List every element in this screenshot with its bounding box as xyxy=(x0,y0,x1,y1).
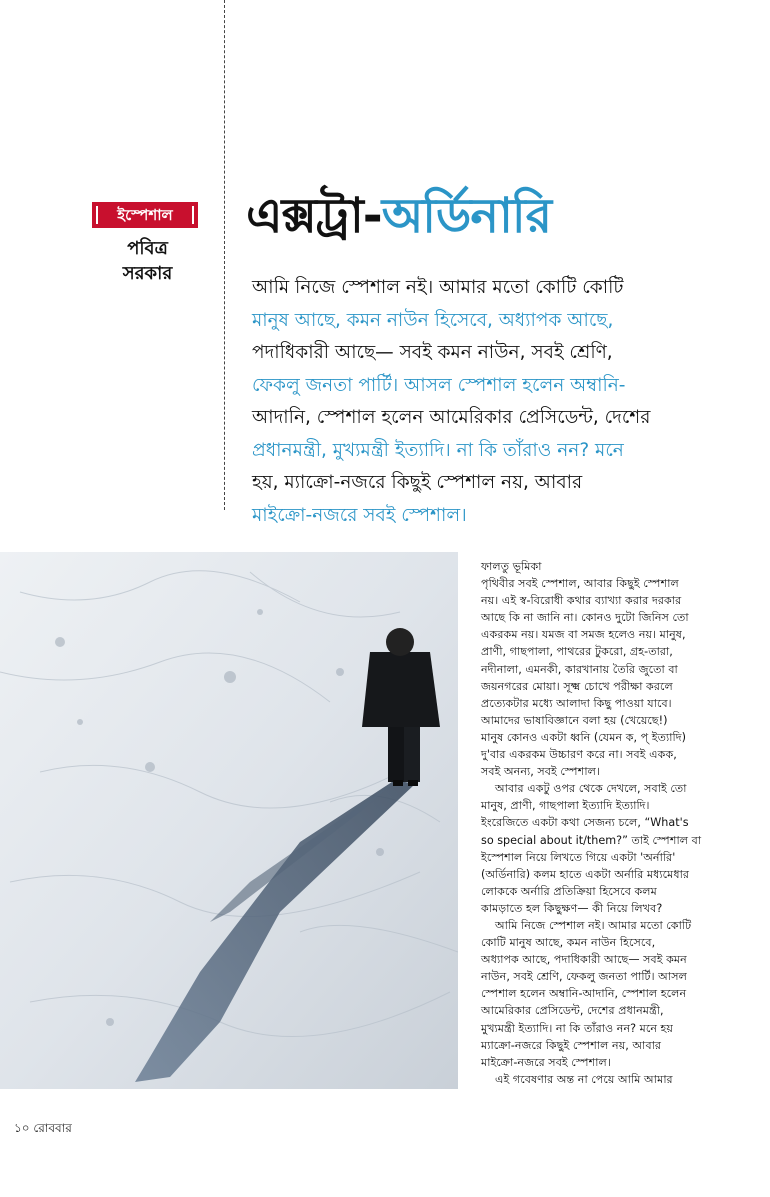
body-line: দু'বার একরকম উচ্চারণ করে না। সবই একক, xyxy=(481,748,677,762)
body-line: ইস্পেশাল নিয়ে লিখতে গিয়ে একটা 'অর্নারি' xyxy=(481,850,676,864)
body-line: পৃথিবীর সবই স্পেশাল, আবার কিছুই স্পেশাল xyxy=(481,577,679,591)
author-last-name: সরকার xyxy=(122,263,173,284)
body-line: প্রাণী, গাছপালা, পাথরের টুকরো, গ্রহ-তারা, xyxy=(481,645,673,659)
lead-line: প্রধানমন্ত্রী, মুখ্যমন্ত্রী ইত্যাদি। না কি তাঁরাও নন? মনে xyxy=(252,439,624,461)
body-line: এই গবেষণার অন্ত না পেয়ে আমি আমার xyxy=(495,1072,673,1086)
lead-line: পদাধিকারী আছে— সবই কমন নাউন, সবই শ্রেণি, xyxy=(252,342,613,363)
body-line: আমাদের ভাষাবিজ্ঞানে বলা হয় (খেয়েছে!) xyxy=(481,713,668,727)
body-line: (অর্ডিনারি) কলম হাতে একটা অর্নারি মধ্যমেধার xyxy=(481,867,690,881)
column-divider xyxy=(224,0,225,510)
section-heading: ফালতু ভূমিকা xyxy=(481,560,542,573)
body-line: কোটি মানুষ আছে, কমন নাউন হিসেবে, xyxy=(481,936,656,950)
body-line: আমি নিজে স্পেশাল নই। আমার মতো কোটি xyxy=(495,918,692,932)
body-line: ম্যাক্রো-নজরে কিছুই স্পেশাল নয়, আবার xyxy=(481,1038,662,1052)
body-line: প্রত্যেকটার মধ্যে আলাদা কিছু পাওয়া যাবে। xyxy=(481,696,672,710)
lead-line: মাইক্রো-নজরে সবই স্পেশাল। xyxy=(252,504,467,526)
body-line: মানুষ কোনও একটা ধ্বনি (যেমন ক, প্‌ ইত্যাদি) xyxy=(481,730,686,744)
body-line: আবার একটু ওপর থেকে দেখলে, সবাই তো xyxy=(495,782,687,796)
lead-line: মানুষ আছে, কমন নাউন হিসেবে, অধ্যাপক আছে, xyxy=(252,309,614,331)
body-line: ইংরেজিতে একটা কথা সেজন্য চলে, “What's xyxy=(481,816,689,830)
body-line: লোককে অর্নারি প্রতিক্রিয়া হিসেবে কলম xyxy=(481,884,657,898)
section-badge: ইস্পেশাল xyxy=(92,202,198,228)
body-line: আমেরিকার প্রেসিডেন্ট, দেশের প্রধানমন্ত্রী, xyxy=(481,1004,664,1018)
body-line: কামড়াতে হল কিছুক্ষণ— কী নিয়ে লিখব? xyxy=(481,901,663,915)
body-line: সবই অনন্য, সবই স্পেশাল। xyxy=(481,765,600,779)
body-line: অধ্যাপক আছে, পদাধিকারী আছে— সবই কমন xyxy=(481,953,687,967)
body-line: so special about it/them?” তাই স্পেশাল বা xyxy=(481,833,702,847)
body-line: নয়। এই স্ব-বিরোধী কথার ব্যাখ্যা করার দরকার xyxy=(481,594,682,608)
body-line: নাউন, সবই শ্রেণি, ফেকলু জনতা পার্টি। আসল xyxy=(481,970,687,984)
body-line: মুখ্যমন্ত্রী ইত্যাদি। না কি তাঁরাও নন? মনে হয় xyxy=(481,1021,674,1035)
title-part-2: অর্ডিনারি xyxy=(381,188,552,244)
article-body xyxy=(481,558,766,1088)
lead-line: আদানি, স্পেশাল হলেন আমেরিকার প্রেসিডেন্ট, দেশের xyxy=(252,407,651,428)
body-line: একরকম নয়। যমজ বা সমজ হলেও নয়। মানুষ, xyxy=(481,628,686,642)
lead-line: ফেকলু জনতা পার্টি। আসল স্পেশাল হলেন অম্বানি- xyxy=(252,374,626,396)
lead-line: আমি নিজে স্পেশাল নই। আমার মতো কোটি কোটি xyxy=(252,277,624,298)
body-line: আছে কি না জানি না। কোনও দুটো জিনিস তো xyxy=(481,611,689,625)
body-line: স্পেশাল হলেন অম্বানি-আদানি, স্পেশাল হলেন xyxy=(481,987,687,1001)
body-line: নদীনালা, এমনকী, কারখানায় তৈরি জুতো বা xyxy=(481,662,678,676)
lead-paragraph xyxy=(252,272,722,532)
page-footer: ১০ রোববার xyxy=(14,1121,72,1135)
title-part-1: এক্সট্রা- xyxy=(246,188,382,244)
body-line: মানুষ, প্রাণী, গাছপালা ইত্যাদি ইত্যাদি। xyxy=(481,799,650,813)
body-line: মাইক্রো-নজরে সবই স্পেশাল। xyxy=(481,1055,611,1069)
body-line: জয়নগরের মোয়া। সূক্ষ্ম চোখে পরীক্ষা করলে xyxy=(481,679,673,693)
snow-shadow-photo xyxy=(0,552,458,1089)
author-first-name: পবিত্র xyxy=(127,238,168,259)
article-title xyxy=(246,180,551,259)
lead-line: হয়, ম্যাক্রো-নজরে কিছুই স্পেশাল নয়, আবার xyxy=(252,472,583,493)
author-name xyxy=(100,236,195,286)
